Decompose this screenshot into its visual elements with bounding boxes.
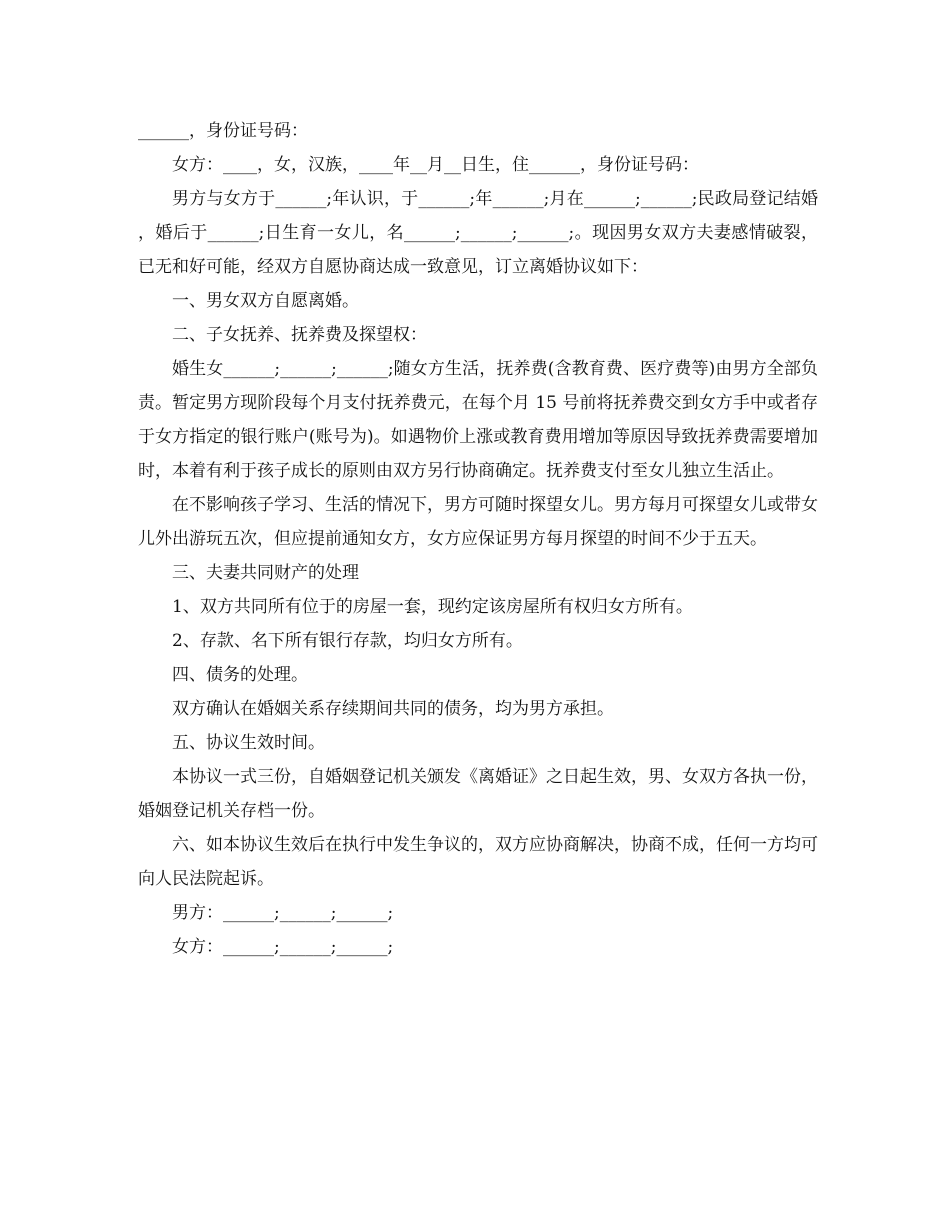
paragraph-id-number-continued: ______，身份证号码：	[138, 121, 308, 141]
section-heading-joint-property: 三、夫妻共同财产的处理	[172, 563, 359, 583]
section-heading-debts: 四、债务的处理。	[172, 665, 308, 685]
paragraph-female-party-info: 女方：____，女，汉族，____年__月__日生，住______，身份证号码：	[172, 155, 699, 175]
signature-line-male-party: 男方：______;______;______;	[172, 903, 394, 923]
paragraph-debts: 双方确认在婚姻关系存续期间共同的债务，均为男方承担。	[172, 699, 614, 719]
section-heading-child-custody: 二、子女抚养、抚养费及探望权：	[172, 325, 427, 345]
paragraph-child-support: 婚生女______;______;______;随女方生活，抚养费(含教育费、医疗费等)由男方全部负责。暂定男方现阶段每个月支付抚养费元，在每个月 15 号前将抚养费交到女方手中或者存于女方指定的银行账户(账号为)。如遇物价上涨或教育费用增加等原因导致抚养费需要增加时，本着有利于孩子成长的原则由双方另行协商确定。抚养费支付至女儿独立生活止。	[138, 359, 818, 481]
paragraph-dispute-resolution: 六、如本协议生效后在执行中发生争议的，双方应协商解决，协商不成，任何一方均可向人民法院起诉。	[138, 835, 818, 889]
paragraph-property-house: 1、双方共同所有位于的房屋一套，现约定该房屋所有权归女方所有。	[172, 597, 693, 617]
document-page	[138, 114, 818, 964]
signature-line-female-party: 女方：______;______;______;	[172, 937, 394, 957]
section-heading-voluntary-divorce: 一、男女双方自愿离婚。	[172, 291, 359, 311]
paragraph-property-savings: 2、存款、名下所有银行存款，均归女方所有。	[172, 631, 523, 651]
paragraph-marriage-background: 男方与女方于______;年认识，于______;年______;月在______;______;民政局登记结婚，婚后于______;日生育一女儿，名______;______;______;。现因男女双方夫妻感情破裂，已无和好可能，经双方自愿协商达成一致意见，订立离婚协议如下：	[138, 189, 818, 277]
section-heading-effective-date: 五、协议生效时间。	[172, 733, 325, 753]
paragraph-effective-date: 本协议一式三份，自婚姻登记机关颁发《离婚证》之日起生效，男、女双方各执一份，婚姻登记机关存档一份。	[138, 767, 818, 821]
paragraph-visitation-rights: 在不影响孩子学习、生活的情况下，男方可随时探望女儿。男方每月可探望女儿或带女儿外出游玩五次，但应提前通知女方，女方应保证男方每月探望的时间不少于五天。	[138, 495, 818, 549]
